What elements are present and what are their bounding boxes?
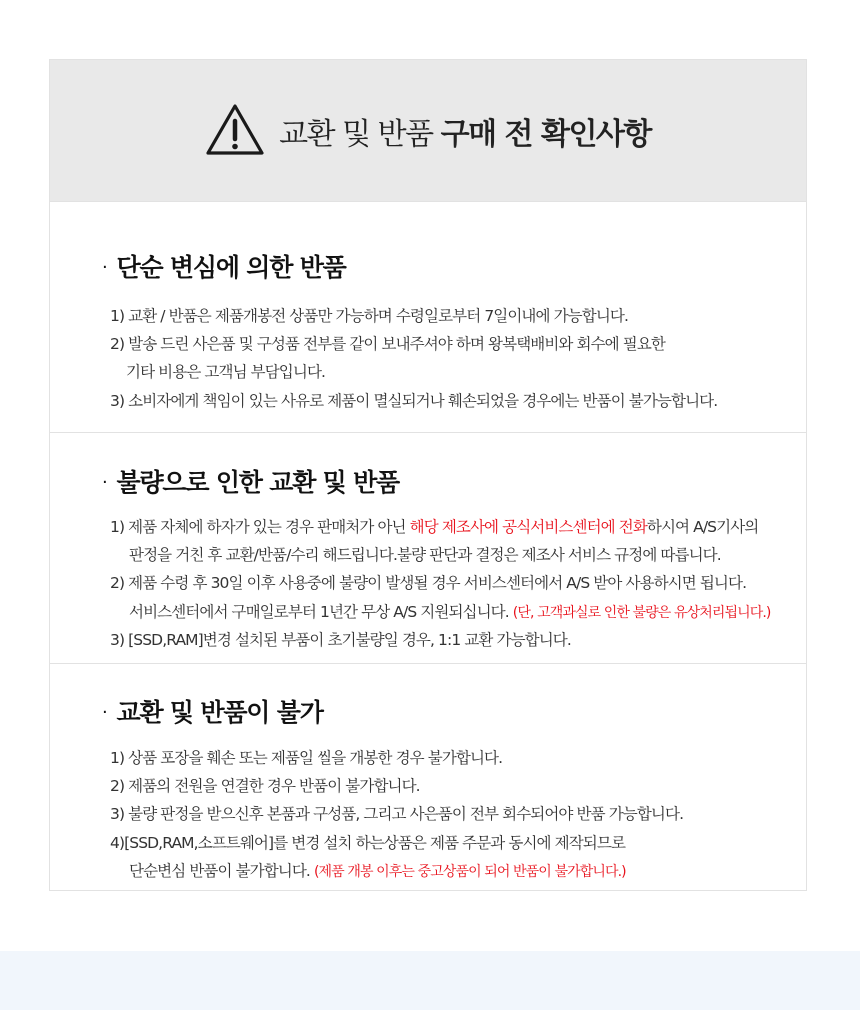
return-exchange-notice (49, 59, 807, 891)
notice-title-light: 교환 및 반품 (279, 116, 433, 152)
list-item-continuation: 판정을 거친 후 교환/반품/수리 해드립니다.불량 판단과 결정은 제조사 서비스 규정에 따릅니다. (129, 546, 721, 565)
section-items (110, 513, 786, 654)
bullet-dot: · (102, 472, 107, 493)
highlight-text: 해당 제조사에 공식서비스센터에 전화 (409, 518, 647, 536)
list-item (110, 513, 786, 541)
list-item-text: 단순변심 반품이 불가합니다. (129, 861, 314, 880)
list-item-continuation (110, 857, 786, 885)
section-title-text: 단순 변심에 의한 반품 (116, 253, 346, 282)
section-items (110, 744, 786, 885)
list-item-continuation: 기타 비용은 고객님 부담입니다. (126, 363, 326, 382)
section-title (102, 697, 323, 732)
list-item-text: 1) 제품 자체에 하자가 있는 경우 판매처가 아닌 (110, 518, 410, 536)
list-item: 2) 발송 드린 사은품 및 구성품 전부를 같이 보내주셔야 하며 왕복택배비와 회수에 필요한 (110, 335, 665, 354)
warning-triangle-icon (205, 103, 265, 157)
notice-title (279, 109, 651, 153)
section-title (102, 467, 399, 502)
highlight-text: (제품 개봉 이후는 중고상품이 되어 반품이 불가합니다.) (314, 863, 626, 880)
list-item: 1) 상품 포장을 훼손 또는 제품일 씰을 개봉한 경우 불가합니다. (110, 749, 503, 767)
bottom-band (0, 951, 860, 1010)
section-not-returnable (50, 663, 806, 892)
section-items (110, 302, 786, 415)
list-item: 1) 교환 / 반품은 제품개봉전 상품만 가능하며 수령일로부터 7일이내에 가능합니다. (110, 307, 629, 325)
list-item: 4)[SSD,RAM,소프트웨어]를 변경 설치 하는상품은 제품 주문과 동시에 제작되므로 (110, 833, 626, 852)
list-item-continuation (110, 598, 786, 626)
section-title-text: 교환 및 반품이 불가 (116, 698, 323, 727)
list-item-text: 서비스센터에서 구매일로부터 1년간 무상 A/S 지원되십니다. (129, 602, 513, 621)
section-title-text: 불량으로 인한 교환 및 반품 (116, 468, 399, 497)
notice-title-bold: 구매 전 확인사항 (440, 116, 651, 152)
list-item: 3) 소비자에게 책임이 있는 사유로 제품이 멸실되거나 훼손되었을 경우에는 반품이 불가능합니다. (110, 391, 718, 410)
list-item: 3) 불량 판정을 받으신후 본품과 구성품, 그리고 사은품이 전부 회수되어야 반품 가능합니다. (110, 805, 684, 824)
bullet-dot: · (102, 702, 107, 723)
list-item: 3) [SSD,RAM]변경 설치된 부품이 초기불량일 경우, 1:1 교환 가능합니다. (110, 630, 571, 649)
list-item-text: 하시여 A/S기사의 (646, 518, 759, 536)
notice-header (50, 60, 806, 201)
section-title (102, 252, 346, 287)
section-defect-exchange (50, 432, 806, 663)
highlight-text: (단, 고객과실로 인한 불량은 유상처리됩니다.) (512, 604, 771, 621)
section-simple-change-of-mind (50, 201, 806, 432)
list-item: 2) 제품 수령 후 30일 이후 사용중에 불량이 발생될 경우 서비스센터에서 A/S 받아 사용하시면 됩니다. (110, 574, 747, 593)
bullet-dot: · (102, 257, 107, 278)
list-item: 2) 제품의 전원을 연결한 경우 반품이 불가합니다. (110, 777, 420, 796)
